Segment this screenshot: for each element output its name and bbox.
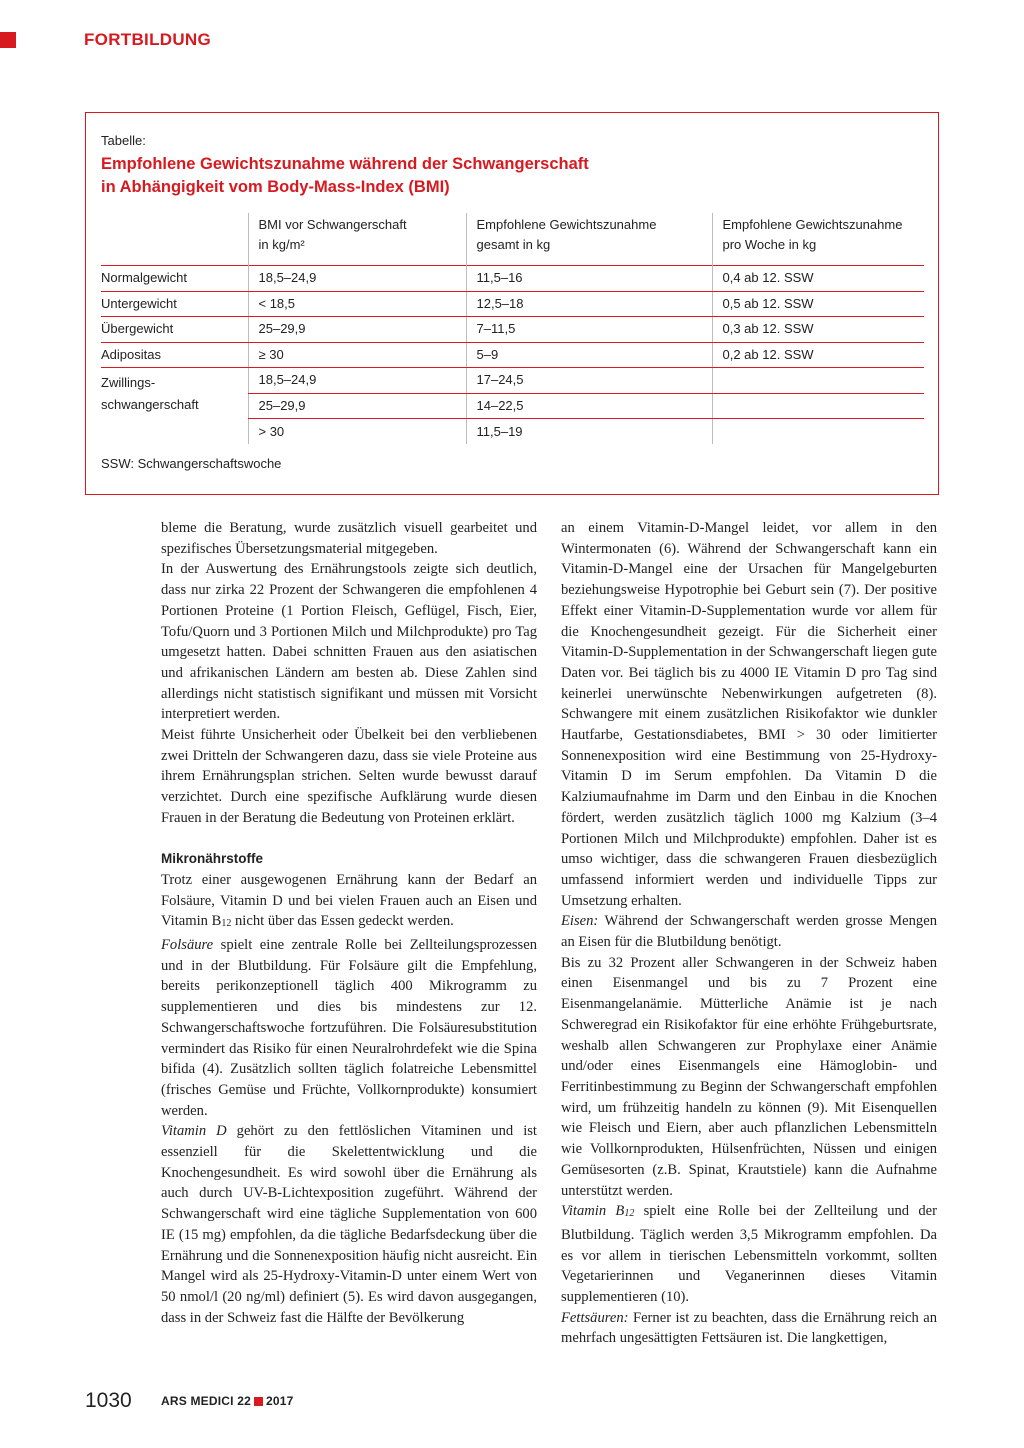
italic-term: Vitamin D — [161, 1123, 227, 1140]
table-row — [101, 317, 924, 343]
table-title-line2: in Abhängigkeit vom Body-Mass-Index (BMI) — [101, 178, 450, 196]
cell-bmi: 18,5–24,9 — [248, 368, 466, 394]
paragraph: an einem Vitamin-D-Mangel leidet, vor allem in den Wintermonaten (6). Während der Schwangerschaft kann ein Vitamin-D-Mangel eine der Ursachen für Mangelgeburten beziehungsweise Hypotrophie bei Geburt sein (7). Der positive Effekt einer Vitamin-D-Supplementation wurde vor allem für die Knochengesundheit gezeigt. Für die Sicherheit einer Vitamin-D-Supplementation in der Schwangerschaft liegen gute Daten vor. Bei täglich bis zu 4000 IE Vitamin D pro Tag sind keinerlei unerwünschte Nebenwirkungen aufgetreten (8). Schwangere mit einem zusätzlichen Risikofaktor wie dunkler Hautfarbe, Gestationsdiabetes, BMI > 30 oder limitierter Sonnenexposition wird eine Bestimmung von 25-Hydroxy-Vitamin D im Serum empfohlen. Da Vitamin D die Kalziumaufnahme im Darm und den Einbau in die Knochen fördert, werden zusätzlich täglich 1000 mg Kalzium (3–4 Portionen Milch und Milchprodukte) empfohlen. Daher ist es umso wichtiger, dass die schwangeren Frauen diesbezüglich umfassend informiert werden und individuelle Tipps zur Umsetzung erhalten. — [561, 520, 937, 909]
paragraph — [561, 1308, 937, 1349]
cell-bmi: ≥ 30 — [248, 342, 466, 368]
text-span: nicht über das Essen gedeckt werden. — [231, 913, 454, 930]
cell-total: 14–22,5 — [466, 393, 712, 419]
paragraph — [161, 935, 537, 1121]
footer-square-marker — [254, 1397, 263, 1406]
row-label-twin — [101, 368, 248, 445]
row-label: Untergewicht — [101, 291, 248, 317]
cell-bmi: < 18,5 — [248, 291, 466, 317]
subscript: 12 — [624, 1208, 635, 1220]
italic-term: Folsäure — [161, 937, 214, 954]
cell-week: 0,3 ab 12. SSW — [712, 317, 924, 343]
paragraph — [161, 870, 537, 935]
row-label: Adipositas — [101, 342, 248, 368]
journal-year: 2017 — [265, 1394, 294, 1408]
journal-name: ARS MEDICI 22 — [161, 1394, 251, 1408]
cell-week — [712, 368, 924, 394]
cell-bmi: > 30 — [248, 419, 466, 445]
left-column — [161, 518, 537, 1328]
paragraph — [561, 1201, 937, 1308]
text-span: Ferner ist zu beachten, dass die Ernährung reich an mehrfach ungesättigten Fettsäuren ist. Die langkettigen, — [561, 1309, 937, 1347]
table-box — [85, 112, 939, 495]
cell-total: 12,5–18 — [466, 291, 712, 317]
page-number: 1030 — [85, 1389, 132, 1412]
cell-week — [712, 393, 924, 419]
paragraph: bleme die Beratung, wurde zusätzlich visuell gearbeitet und spezifisches Übersetzungsmaterial mitgegeben. — [161, 520, 537, 557]
header-empty — [101, 213, 248, 266]
table-header-row — [101, 213, 924, 266]
header-bmi-line1: BMI vor Schwangerschaft — [258, 217, 407, 232]
paragraph — [161, 1121, 537, 1328]
table-title-line1: Empfohlene Gewichtszunahme während der Schwangerschaft — [101, 155, 589, 173]
row-label: Übergewicht — [101, 317, 248, 343]
cell-week — [712, 419, 924, 445]
cell-bmi: 25–29,9 — [248, 317, 466, 343]
cell-bmi: 25–29,9 — [248, 393, 466, 419]
header-week — [712, 213, 924, 266]
italic-term — [561, 1203, 634, 1219]
cell-week: 0,5 ab 12. SSW — [712, 291, 924, 317]
cell-bmi: 18,5–24,9 — [248, 266, 466, 292]
cell-total: 11,5–19 — [466, 419, 712, 445]
header-total-line1: Empfohlene Gewichtszunahme — [476, 217, 657, 232]
cell-week: 0,4 ab 12. SSW — [712, 266, 924, 292]
section-title: FORTBILDUNG — [84, 30, 212, 49]
italic-term: Fettsäuren: — [561, 1309, 629, 1326]
text-span: Trotz einer ausgewogenen Ernährung kann der Bedarf an Folsäure, Vitamin D und bei vielen Frauen auch an Eisen und Vitamin B — [161, 871, 537, 930]
header-bmi-line2: in kg/m² — [258, 237, 305, 252]
section-heading: Mikronährstoffe — [161, 851, 264, 867]
header-week-line2: pro Woche in kg — [722, 237, 817, 252]
table-caption: Tabelle: — [101, 133, 146, 148]
paragraph: In der Auswertung des Ernährungstools zeigte sich deutlich, dass nur zirka 22 Prozent der Schwangeren die empfohlenen 4 Portionen Proteine (1 Portion Fleisch, Geflügel, Fisch, Eier, Tofu/Quorn und 3 Portionen Milch und Milchprodukte) pro Tag umgesetzt hatten. Dabei schnitten Frauen aus den asiatischen und afrikanischen Ländern am besten ab. Diese Zahlen sind allerdings nicht statistisch signifikant und müssen mit Vorsicht interpretiert werden. — [161, 561, 537, 723]
twin-label-line1: Zwillings- — [101, 375, 156, 390]
header-week-line1: Empfohlene Gewichtszunahme — [722, 217, 903, 232]
subscript: 12 — [221, 918, 232, 930]
row-label: Normalgewicht — [101, 266, 248, 292]
paragraph: Meist führte Unsicherheit oder Übelkeit bei den verbliebenen zwei Dritteln der Schwangeren dazu, dass sie viele Proteine aus ihrem Ernährungsplan strichen. Selten wurde bewusst darauf verzichtet. Durch eine spezifische Aufklärung wurde diesen Frauen in der Beratung die Bedeutung von Proteinen erklärt. — [161, 727, 537, 826]
right-column — [561, 518, 937, 1349]
twin-label-line2: schwangerschaft — [101, 397, 199, 412]
cell-week: 0,2 ab 12. SSW — [712, 342, 924, 368]
cell-total: 11,5–16 — [466, 266, 712, 292]
text-span: spielt eine zentrale Rolle bei Zellteilungsprozessen und in der Blutbildung. Für Folsäure gilt die Empfehlung, bereits perikonzeptionell täglich 400 Mikrogramm zu supplementieren und dies bis mindestens zur 12. Schwangerschaftswoche fortzuführen. Die Folsäuresubstitution vermindert das Risiko für einen Neuralrohrdefekt wie die Spina bifida (4). Zusätzlich sollten täglich folatreiche Lebensmittel (frisches Gemüse und Früchte, Vollkornprodukte) konsumiert werden. — [161, 937, 537, 1119]
section-marker — [0, 32, 16, 48]
cell-total: 7–11,5 — [466, 317, 712, 343]
header-total-line2: gesamt in kg — [476, 237, 551, 252]
text-span: spielt eine Rolle bei der Zellteilung und der Blutbildung. Täglich werden 3,5 Mikrogramm empfohlen. Da es vor allem in tierischen Lebensmitteln vorkommt, sollten Vegetarierinnen und Veganerinnen dieses Vitamin supplementieren (10). — [561, 1203, 937, 1306]
journal-footer — [161, 1394, 293, 1408]
cell-total: 17–24,5 — [466, 368, 712, 394]
paragraph: Bis zu 32 Prozent aller Schwangeren in der Schweiz haben einen Eisenmangel und bis zu 7 Prozent eine Eisenmangelanämie. Mütterliche Anämie ist je nach Schweregrad ein Risikofaktor für eine erhöhte Frühgeburtsrate, weshalb allen Schwangeren zur Prophylaxe einer Anämie und/oder eines Eisenmangels eine Hämoglobin- und Ferritinbestimmung zu Beginn der Schwangerschaft empfohlen wird, um frühzeitig handeln zu können (9). Mit Eisenquellen wie Fleisch und Eiern, aber auch pflanzlichen Lebensmitteln wie Vollkornprodukten, Hülsenfrüchten, Nüssen und einigen Gemüsesorten (z.B. Spinat, Krautstiele) kann die Aufnahme unterstützt werden. — [561, 954, 937, 1199]
table-row — [101, 291, 924, 317]
header-bmi — [248, 213, 466, 266]
table-row — [101, 342, 924, 368]
table-title — [101, 153, 921, 199]
table-row — [101, 266, 924, 292]
table-footnote: SSW: Schwangerschaftswoche — [101, 456, 282, 471]
text-span: Vitamin B — [561, 1203, 625, 1220]
italic-term: Eisen: — [561, 913, 599, 930]
paragraph — [561, 911, 937, 952]
cell-total: 5–9 — [466, 342, 712, 368]
header-total — [466, 213, 712, 266]
text-span: gehört zu den fettlöslichen Vitaminen und ist essenziell für die Skelettentwicklung und die Knochengesundheit. Es wird sowohl über die Ernährung als auch durch UV-B-Lichtexposition zugeführt. Während der Schwangerschaft wird eine tägliche Supplementation von 600 IE (15 mg) empfohlen, da die tägliche Bedarfsdeckung über die Ernährung und die Sonnenexposition häufig nicht ausreicht. Ein Mangel wird als 25-Hydroxy-Vitamin-D unter einem Wert von 50 nmol/l (20 ng/ml) definiert (5). Es wird davon ausgegangen, dass in der Schweiz fast die Hälfte der Bevölkerung — [161, 1123, 537, 1326]
text-span: Während der Schwangerschaft werden grosse Mengen an Eisen für die Blutbildung benötigt. — [561, 913, 937, 951]
table-row-twin — [101, 368, 924, 394]
weight-gain-table — [101, 213, 924, 444]
